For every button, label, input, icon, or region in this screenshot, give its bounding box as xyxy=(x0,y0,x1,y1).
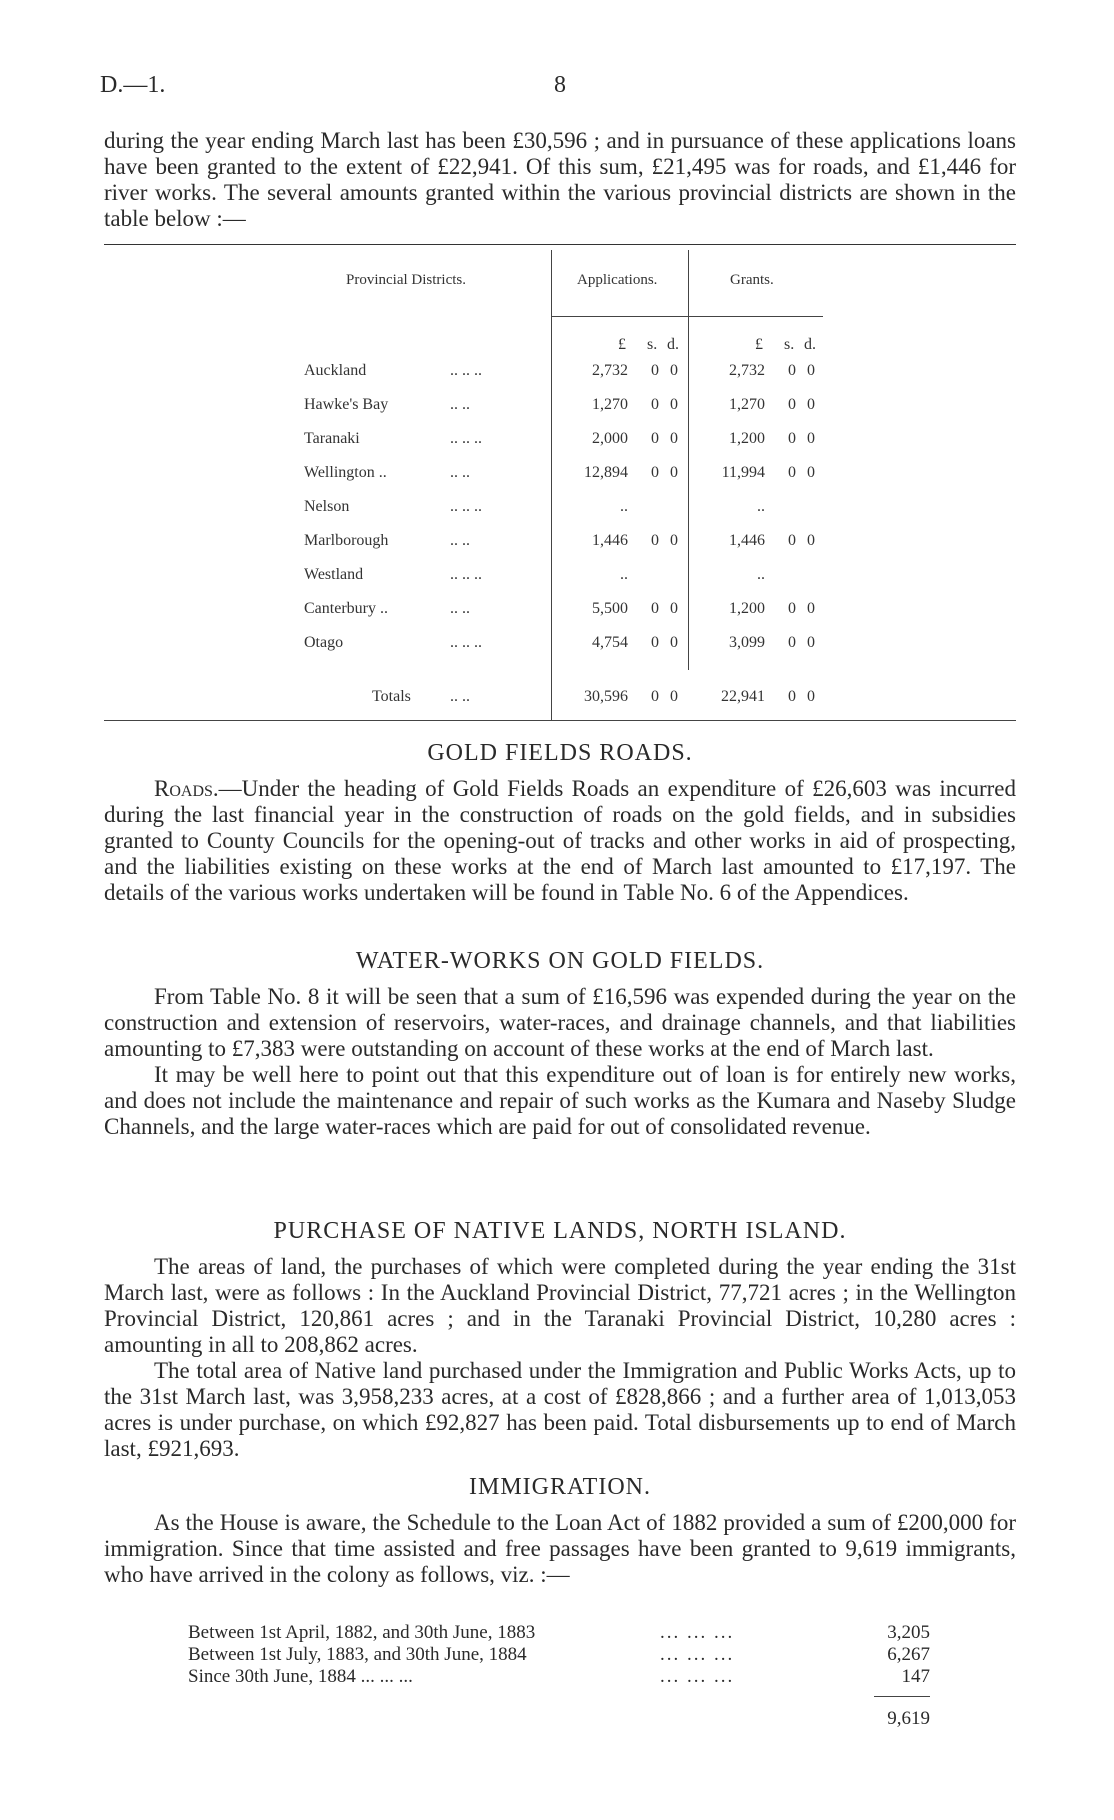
applications-shillings: 0 xyxy=(651,430,659,447)
total-grants-pence: 0 xyxy=(807,688,815,705)
applications-shillings: 0 xyxy=(651,396,659,413)
applications-pounds: 5,500 xyxy=(592,600,628,617)
dot-leader: .. .. xyxy=(450,532,470,549)
paragraph xyxy=(104,776,1016,906)
section-heading-gold-fields-roads: GOLD FIELDS ROADS. xyxy=(427,740,693,766)
unit-label: s. xyxy=(647,336,658,353)
paragraph: The total area of Native land purchased under the Immigration and Public Works Acts, up to the 31st March last, was 3,958,233 acres, at a cost of £828,866 ; and a further area of 1,013,053 acres is under purchase, on which £92,827 has been paid. Total disbursements up to end of March last, £921,693. xyxy=(104,1358,1016,1461)
applications-pounds: 4,754 xyxy=(592,634,628,651)
applications-pence: 0 xyxy=(670,396,678,413)
dot-leader: ... ... ... xyxy=(660,1666,735,1687)
unit-label: £ xyxy=(755,336,763,353)
district-name: Canterbury .. xyxy=(304,600,388,617)
grants-pounds: 1,270 xyxy=(729,396,765,413)
grants-shillings: 0 xyxy=(788,396,796,413)
dot-leader: .. .. xyxy=(450,396,470,413)
applications-pounds: .. xyxy=(620,498,628,515)
period-label: Between 1st July, 1883, and 30th June, 1884 xyxy=(188,1644,527,1665)
district-name: Marlborough xyxy=(304,532,389,549)
period-label: Since 30th June, 1884 ... ... ... xyxy=(188,1666,413,1687)
grants-shillings: 0 xyxy=(788,600,796,617)
section-heading-water-works: WATER-WORKS ON GOLD FIELDS. xyxy=(355,948,765,974)
applications-pounds: 2,732 xyxy=(592,362,628,379)
grants-pounds: 1,446 xyxy=(729,532,765,549)
applications-pounds: 1,446 xyxy=(592,532,628,549)
page-number: 8 xyxy=(554,72,566,98)
applications-pence: 0 xyxy=(670,362,678,379)
grants-pence: 0 xyxy=(807,464,815,481)
table-header-rule xyxy=(551,316,823,317)
applications-shillings: 0 xyxy=(651,600,659,617)
applications-pounds: 2,000 xyxy=(592,430,628,447)
section-heading-native-lands: PURCHASE OF NATIVE LANDS, NORTH ISLAND. xyxy=(273,1218,847,1244)
district-name: Westland xyxy=(304,566,364,583)
total-grants-pounds: 22,941 xyxy=(721,688,765,705)
grants-pence: 0 xyxy=(807,532,815,549)
immigration-total: 9,619 xyxy=(887,1708,930,1729)
district-name: Nelson xyxy=(304,498,350,515)
paragraph: From Table No. 8 it will be seen that a sum of £16,596 was expended during the year on the construction and extension of reservoirs, water-races, and drainage channels, and that liabilities amounting to £7,383 were outstanding on account of these works at the end of March last. xyxy=(104,984,1016,1061)
applications-pence: 0 xyxy=(670,600,678,617)
dot-leader: ... ... ... xyxy=(660,1644,735,1665)
district-name: Auckland xyxy=(304,362,367,379)
applications-pounds: .. xyxy=(620,566,628,583)
paragraph-text: —Under the heading of Gold Fields Roads an expenditure of £26,603 was incurred during the last financial year in the construction of roads on the gold fields, and in subsidies granted to County Councils for the opening-out of tracks and other works in aid of prospecting, and the liabilities existing on these works at the end of March last amounted to £17,197. The details of the various works undertaken will be found in Table No. 6 of the Appendices. xyxy=(104,776,1016,905)
run-in-lead: Roads. xyxy=(154,776,219,801)
header-applications: Applications. xyxy=(577,272,658,288)
grants-pounds: .. xyxy=(757,566,765,583)
grants-shillings: 0 xyxy=(788,362,796,379)
district-name: Wellington .. xyxy=(304,464,387,481)
dot-leader: .. .. .. xyxy=(450,634,482,651)
applications-shillings: 0 xyxy=(651,362,659,379)
dot-leader: .. .. .. xyxy=(450,566,482,583)
dot-leader: .. .. xyxy=(450,688,470,705)
table-bottom-rule xyxy=(104,720,1016,721)
immigrant-count: 6,267 xyxy=(887,1644,930,1665)
grants-pence: 0 xyxy=(807,430,815,447)
unit-label: s. xyxy=(784,336,795,353)
grants-pounds: .. xyxy=(757,498,765,515)
applications-pence: 0 xyxy=(670,464,678,481)
district-name: Taranaki xyxy=(304,430,360,447)
paragraph: The areas of land, the purchases of which were completed during the year ending the 31st March last, were as follows : In the Auckland Provincial District, 77,721 acres ; in the Wellington Provincial District, 120,861 acres ; and in the Taranaki Provincial District, 10,280 acres : amounting in all to 208,862 acres. xyxy=(104,1254,1016,1357)
period-label: Between 1st April, 1882, and 30th June, 1883 xyxy=(188,1622,536,1643)
grants-pounds: 1,200 xyxy=(729,430,765,447)
dot-leader: .. .. xyxy=(450,464,470,481)
intro-paragraph: during the year ending March last has been £30,596 ; and in pursuance of these applications loans have been granted to the extent of £22,941. Of this sum, £21,495 was for roads, and £1,446 for river works. The several amounts granted within the various provincial districts are shown in the table below :— xyxy=(104,128,1016,231)
section-body-native-lands xyxy=(104,1254,1016,1462)
grants-shillings: 0 xyxy=(788,634,796,651)
document-reference: D.—1. xyxy=(100,72,166,98)
applications-pence: 0 xyxy=(670,532,678,549)
unit-label: £ xyxy=(618,336,626,353)
grants-shillings: 0 xyxy=(788,430,796,447)
header-grants: Grants. xyxy=(730,272,774,288)
applications-shillings: 0 xyxy=(651,634,659,651)
applications-pounds: 1,270 xyxy=(592,396,628,413)
immigrant-count: 3,205 xyxy=(887,1622,930,1643)
grants-pence: 0 xyxy=(807,362,815,379)
immigration-sum-rule xyxy=(874,1696,930,1697)
grants-shillings: 0 xyxy=(788,532,796,549)
grants-pounds: 11,994 xyxy=(721,464,765,481)
unit-label: d. xyxy=(804,336,816,353)
grants-pence: 0 xyxy=(807,396,815,413)
grants-pence: 0 xyxy=(807,600,815,617)
paragraph: As the House is aware, the Schedule to the Loan Act of 1882 provided a sum of £200,000 for immigration. Since that time assisted and free passages have been granted to 9,619 immigrants, who have arrived in the colony as follows, viz. :— xyxy=(104,1510,1016,1587)
section-body-gold-fields-roads xyxy=(104,776,1016,906)
applications-shillings: 0 xyxy=(651,464,659,481)
unit-label: d. xyxy=(667,336,679,353)
grants-shillings: 0 xyxy=(788,464,796,481)
dot-leader: .. .. xyxy=(450,600,470,617)
total-applications-shillings: 0 xyxy=(651,688,659,705)
grants-pounds: 1,200 xyxy=(729,600,765,617)
dot-leader: .. .. .. xyxy=(450,498,482,515)
section-body-water-works xyxy=(104,984,1016,1140)
immigrant-count: 147 xyxy=(901,1666,930,1687)
dot-leader: .. .. .. xyxy=(450,430,482,447)
totals-label: Totals xyxy=(372,688,411,705)
applications-shillings: 0 xyxy=(651,532,659,549)
total-applications-pounds: 30,596 xyxy=(584,688,628,705)
intro-paragraph-block xyxy=(104,128,1016,232)
district-name: Hawke's Bay xyxy=(304,396,389,413)
grants-pence: 0 xyxy=(807,634,815,651)
section-body-immigration xyxy=(104,1510,1016,1588)
total-applications-pence: 0 xyxy=(670,688,678,705)
total-grants-shillings: 0 xyxy=(788,688,796,705)
table-top-rule xyxy=(104,244,1016,245)
grants-pounds: 3,099 xyxy=(729,634,765,651)
paragraph: It may be well here to point out that this expenditure out of loan is for entirely new works, and does not include the maintenance and repair of such works as the Kumara and Naseby Sludge Channels, and the large water-races which are paid for out of consolidated revenue. xyxy=(104,1062,1016,1139)
header-districts: Provincial Districts. xyxy=(346,272,466,288)
dot-leader: .. .. .. xyxy=(450,362,482,379)
applications-pence: 0 xyxy=(670,430,678,447)
applications-pence: 0 xyxy=(670,634,678,651)
section-heading-immigration: IMMIGRATION. xyxy=(469,1474,651,1500)
dot-leader: ... ... ... xyxy=(660,1622,735,1643)
grants-pounds: 2,732 xyxy=(729,362,765,379)
district-name: Otago xyxy=(304,634,344,651)
applications-pounds: 12,894 xyxy=(584,464,628,481)
